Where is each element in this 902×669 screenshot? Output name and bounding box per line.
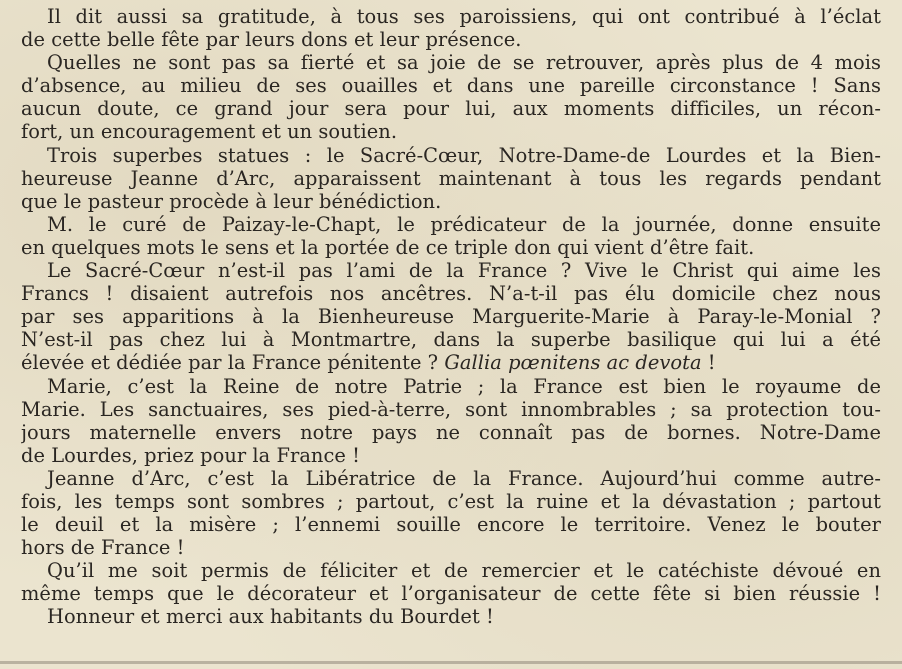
paragraph-mary (21, 375, 881, 467)
paragraph-preacher (21, 213, 881, 259)
text-line: par ses apparitions à la Bienheureuse Marguerite-Marie à Paray-le-Monial ? (21, 305, 881, 329)
text-line: fort, un encouragement et un soutien. (21, 120, 398, 144)
text-line: Qu’il me soit permis de féliciter et de remercier et le catéchiste dévoué en (47, 559, 881, 583)
text-line: aucun doute, ce grand jour sera pour lui, aux moments difficiles, un récon- (21, 97, 881, 121)
text-line: Marie. Les sanctuaires, ses pied-à-terre, sont innombrables ; sa protection tou- (21, 397, 881, 421)
text-line: Trois superbes statues : le Sacré-Cœur, Notre-Dame-de Lourdes et la Bien- (47, 143, 881, 167)
bottom-rule (0, 661, 902, 664)
paragraph-pride-and-joy (21, 51, 881, 143)
paragraph-thanks (21, 559, 881, 628)
text-line: jours maternelle envers notre pays ne connaît pas de bornes. Notre-Dame (21, 420, 881, 444)
exclamation-mark: ! (701, 351, 716, 375)
text-line: Honneur et merci aux habitants du Bourdet ! (47, 605, 494, 629)
paragraph-sacred-heart (21, 259, 881, 374)
text-line-start: élevée et dédiée par la France pénitente ? (21, 351, 439, 375)
text-line: Quelles ne sont pas sa fierté et sa joie de se retrouver, après plus de 4 mois (47, 51, 881, 75)
text-line: de Lourdes, priez pour la France ! (21, 443, 360, 467)
latin-motto: Gallia pœnitens ac devota (444, 351, 702, 375)
text-line: fois, les temps sont sombres ; partout, c’est la ruine et la dévastation ; partout (21, 489, 881, 513)
text-line: Le Sacré-Cœur n’est-il pas l’ami de la France ? Vive le Christ qui aime les (47, 259, 881, 283)
text-line: hors de France ! (21, 536, 185, 560)
text-line: Il dit aussi sa gratitude, à tous ses paroissiens, qui ont contribué à l’éclat (47, 5, 881, 28)
text-line: de cette belle fête par leurs dons et leur présence. (21, 28, 522, 52)
text-line-with-latin (21, 351, 881, 374)
text-line: le deuil et la misère ; l’ennemi souille encore le territoire. Venez le bouter (21, 513, 881, 537)
text-line: même temps que le décorateur et l’organisateur de cette fête si bien réussie ! (21, 582, 881, 606)
text-line: que le pasteur procède à leur bénédiction. (21, 189, 442, 213)
text-line: M. le curé de Paizay-le-Chapt, le prédicateur de la journée, donne ensuite (47, 212, 881, 236)
paragraph-three-statues (21, 144, 881, 213)
paragraph-joan-of-arc (21, 467, 881, 559)
text-line: en quelques mots le sens et la portée de ce triple don qui vient d’être fait. (21, 235, 755, 259)
text-line: Francs ! disaient autrefois nos ancêtres. N’a-t-il pas élu domicile chez nous (21, 282, 881, 306)
article-body (21, 5, 881, 629)
text-line: Marie, c’est la Reine de notre Patrie ; la France est bien le royaume de (47, 374, 881, 398)
paragraph-gratitude (21, 5, 881, 51)
text-line: d’absence, au milieu de ses ouailles et dans une pareille circonstance ! Sans (21, 74, 881, 98)
text-line: Jeanne d’Arc, c’est la Libératrice de la France. Aujourd’hui comme autre- (47, 466, 881, 490)
text-line: N’est-il pas chez lui à Montmartre, dans la superbe basilique qui lui a été (21, 328, 881, 352)
text-line: heureuse Jeanne d’Arc, apparaissent maintenant à tous les regards pendant (21, 166, 881, 190)
